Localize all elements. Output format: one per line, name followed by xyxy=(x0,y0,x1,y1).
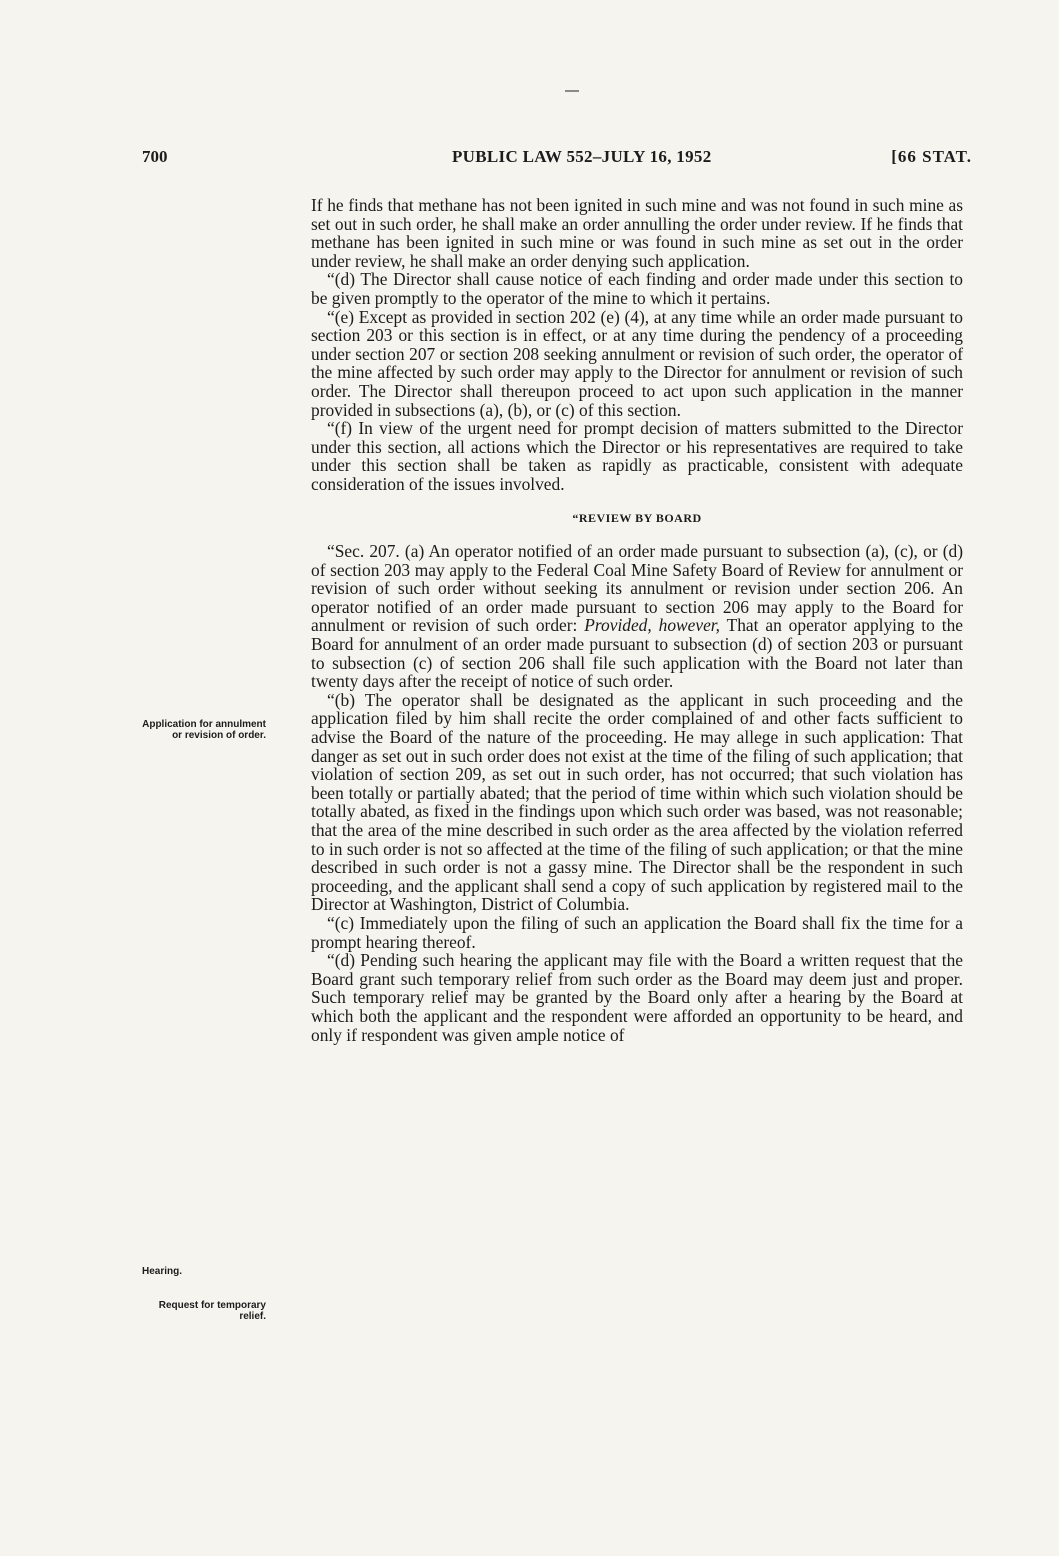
sec207-a-text-1: “Sec. 207. (a) An operator notified of an order made pursuant to subsection (a), (c), or (d) of section 203 may apply to the Federal Coal Mine Safety Board of Review for annulment or revision of such order without seeking its annulment or revision under section 206. An operator notified of an order made pursuant to section 206 may apply to the Board for annulment or revision of such order: xyxy=(311,541,963,636)
paragraph-subsection-e: “(e) Except as provided in section 202 (e) (4), at any time while an order made pursuant to section 203 or this section is in effect, or at any time during the pendency of a proceeding under section 207 or section 208 seeking annulment or revision of such order, the operator of the mine affected by such order may apply to the Director for annulment or revision of such order. The Director shall thereupon proceed to act upon such application in the manner provided in subsections (a), (b), or (c) of this section. xyxy=(311,306,963,420)
sec207-a-proviso: Provided, however, xyxy=(584,615,720,636)
paragraph-sec207-a xyxy=(311,542,963,691)
paragraph-sec207-d: “(d) Pending such hearing the applicant may file with the Board a written request that the Board grant such temporary relief from such order as the Board may deem just and proper. Such temporary relief may be granted by the Board only after a hearing by the Board at which both the applicant and the respondent were afforded an opportunity to be heard, and only if respondent was given ample notice of xyxy=(311,950,963,1045)
margin-note-hearing: Hearing. xyxy=(142,1266,183,1277)
paragraph-sec207-c: “(c) Immediately upon the filing of such an application the Board shall fix the time for a prompt hearing thereof. xyxy=(311,912,963,952)
section-heading: “REVIEW BY BOARD xyxy=(572,510,702,525)
running-head xyxy=(142,147,972,173)
volume-reference: [66 STAT. xyxy=(891,147,972,166)
paragraph-sec207-b: “(b) The operator shall be designated as the applicant in such proceeding and the application filed by him shall recite the order complained of and other facts sufficient to advise the Board of the nature of the proceeding. He may allege in such application: That danger as set out in such order does not exist at the time of the filing of such application; that violation of section 209, as set out in such order, has not occurred; that such violation has been totally or partially abated; that the period of time within which such violation should be totally abated, as fixed in the findings upon which such order was based, was not reasonable; that the area of the mine described in such order as the area affected by the violation referred to in such order is not so affected at the time of the filing of such application; or that the mine described in such order is not a gassy mine. The Director shall be the respondent in such proceeding, and the applicant shall send a copy of such application by registered mail to the Director at Washington, District of Columbia. xyxy=(311,689,963,915)
margin-note-temporary-relief: Request for temporary relief. xyxy=(158,1300,266,1322)
body-text xyxy=(311,196,963,1044)
scan-mark xyxy=(565,90,579,92)
margin-note-application: Application for annulment or revision of order. xyxy=(142,719,266,741)
paragraph-subsection-d: “(d) The Director shall cause notice of each finding and order made under this section to be given promptly to the operator of the mine to which it pertains. xyxy=(311,269,963,308)
page-number: 700 xyxy=(142,147,168,166)
paragraph-subsection-f: “(f) In view of the urgent need for prompt decision of matters submitted to the Director under this section, all actions which the Director or his representatives are required to take under this section shall be taken as rapidly as practicable, consistent with adequate consideration of the issues involved. xyxy=(311,418,963,494)
running-title: PUBLIC LAW 552–JULY 16, 1952 xyxy=(452,147,712,166)
sec207-a-text-2: That an operator applying to the Board for annulment of an order made pursuant to subsection (d) of section 203 or pursuant to subsection (c) of section 206 shall file such application with the Board not later than twenty days after the receipt of notice of such order. xyxy=(311,615,963,692)
paragraph-continuation: If he finds that methane has not been ignited in such mine and was not found in such mine as set out in such order, he shall make an order annulling the order under review. If he finds that methane has been ignited in such mine or was found in such mine as set out in the order under review, he shall make an order denying such application. xyxy=(311,195,963,271)
